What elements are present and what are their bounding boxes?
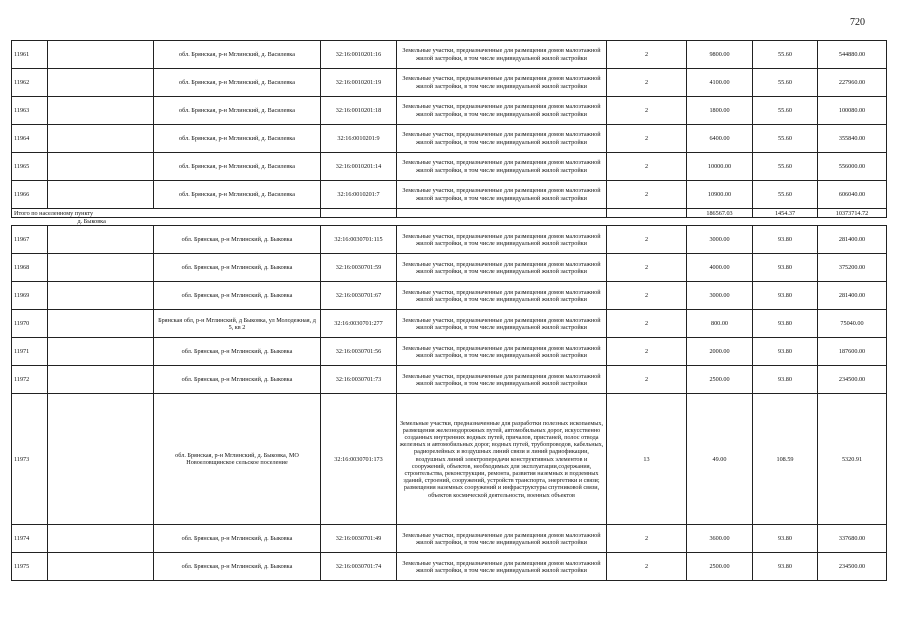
land-use-cell: Земельные участки, предназначенные для размещения домов малоэтажной жилой застройки, в том числе индивидуальной жилой застройки: [397, 366, 607, 394]
cost-cell: 281400.00: [818, 282, 887, 310]
empty-cell: [48, 310, 154, 338]
land-use-cell: Земельные участки, предназначенные для размещения домов малоэтажной жилой застройки, в том числе индивидуальной жилой застройки: [397, 226, 607, 254]
use-code-cell: 2: [607, 338, 687, 366]
empty-cell: [48, 525, 154, 553]
row-number: 11974: [12, 525, 48, 553]
row-number: 11972: [12, 366, 48, 394]
cadastral-number-cell: 32:16:0030701:59: [321, 254, 397, 282]
empty-cell: [48, 226, 154, 254]
locality-name: д. Быковка: [12, 218, 887, 226]
area-cell: 2000.00: [687, 338, 753, 366]
address-cell: обл. Брянская, р-н Мглинский, д. Быковка: [154, 553, 321, 581]
use-code-cell: 2: [607, 525, 687, 553]
price-cell: 93.80: [753, 338, 818, 366]
cadastral-number-cell: 32:16:0030701:74: [321, 553, 397, 581]
row-number: 11962: [12, 69, 48, 97]
cost-cell: 375200.00: [818, 254, 887, 282]
summary-cost: 10373714.72: [818, 209, 887, 218]
price-cell: 93.80: [753, 282, 818, 310]
cost-cell: 100080.00: [818, 97, 887, 125]
empty-cell: [48, 181, 154, 209]
cadastral-number-cell: 32:16:0010201:16: [321, 41, 397, 69]
price-cell: 55.60: [753, 181, 818, 209]
table-row: [12, 282, 887, 310]
row-number: 11970: [12, 310, 48, 338]
cadastral-number-cell: 32:16:0030701:115: [321, 226, 397, 254]
empty-cell: [48, 338, 154, 366]
table-row: [12, 525, 887, 553]
land-use-cell: Земельные участки, предназначенные для размещения домов малоэтажной жилой застройки, в том числе индивидуальной жилой застройки: [397, 125, 607, 153]
table-row: [12, 97, 887, 125]
table-row: [12, 366, 887, 394]
empty-cell: [48, 69, 154, 97]
cost-cell: 355840.00: [818, 125, 887, 153]
use-code-cell: 2: [607, 97, 687, 125]
area-cell: 49.00: [687, 394, 753, 525]
table-row: [12, 181, 887, 209]
empty-cell: [48, 553, 154, 581]
cost-cell: 234500.00: [818, 553, 887, 581]
area-cell: 800.00: [687, 310, 753, 338]
cost-cell: 75040.00: [818, 310, 887, 338]
row-number: 11963: [12, 97, 48, 125]
empty-cell: [607, 209, 687, 218]
table-row: [12, 125, 887, 153]
land-use-cell: Земельные участки, предназначенные для разработки полезных ископаемых, размещения железнодорожных путей, автомобильных дорог, искусственно созданных внутренних водных путей, причалов, пристаней, полос отвода железных и автомобильных дорог, водных путей, трубопроводов, кабельных, радиорелейных и воздушных линий связи и линий радиофикации, воздушных линий электропередачи конструктивных элементов и сооружений, объектов, необходимых для эксплуатации,содержания, строительства, реконструкции, ремонта, развития наземных и подземных зданий, строений, сооружений, устройств транспорта, энергетики и связи; размещения наземных сооружений и инфраструктуры спутниковой связи, объектов космической деятельности, военных объектов: [397, 394, 607, 525]
address-cell: обл. Брянская, р-н Мглинский, д. Быковка: [154, 338, 321, 366]
address-cell: обл. Брянская, р-н Мглинский, д. Василевка: [154, 97, 321, 125]
land-use-cell: Земельные участки, предназначенные для размещения домов малоэтажной жилой застройки, в том числе индивидуальной жилой застройки: [397, 525, 607, 553]
cadastral-number-cell: 32:16:0010201:19: [321, 69, 397, 97]
use-code-cell: 2: [607, 153, 687, 181]
address-cell: обл. Брянская, р-н Мглинский, д. Быковка, МО Новоеловщинское сельское поселение: [154, 394, 321, 525]
table-row: [12, 226, 887, 254]
empty-cell: [48, 97, 154, 125]
area-cell: 9800.00: [687, 41, 753, 69]
row-number: 11969: [12, 282, 48, 310]
cadastral-number-cell: 32:16:0010201:7: [321, 181, 397, 209]
use-code-cell: 13: [607, 394, 687, 525]
cadastral-number-cell: 32:16:0010201:14: [321, 153, 397, 181]
cost-cell: 337680.00: [818, 525, 887, 553]
summary-area: 186567.03: [687, 209, 753, 218]
price-cell: 55.60: [753, 153, 818, 181]
use-code-cell: 2: [607, 226, 687, 254]
address-cell: обл. Брянская, р-н Мглинский, д. Василевка: [154, 125, 321, 153]
summary-row: [12, 209, 887, 218]
table-row: [12, 153, 887, 181]
table-row: [12, 310, 887, 338]
price-cell: 55.60: [753, 41, 818, 69]
land-use-cell: Земельные участки, предназначенные для размещения домов малоэтажной жилой застройки, в том числе индивидуальной жилой застройки: [397, 181, 607, 209]
row-number: 11961: [12, 41, 48, 69]
cadastral-number-cell: 32:16:0010201:9: [321, 125, 397, 153]
empty-cell: [48, 125, 154, 153]
cost-cell: 227960.00: [818, 69, 887, 97]
table-row: [12, 338, 887, 366]
address-cell: обл. Брянская, р-н Мглинский, д. Василевка: [154, 69, 321, 97]
land-use-cell: Земельные участки, предназначенные для размещения домов малоэтажной жилой застройки, в том числе индивидуальной жилой застройки: [397, 553, 607, 581]
cadastral-number-cell: 32:16:0030701:277: [321, 310, 397, 338]
address-cell: обл. Брянская, р-н Мглинский, д. Быковка: [154, 525, 321, 553]
price-cell: 93.80: [753, 366, 818, 394]
table-row: [12, 254, 887, 282]
use-code-cell: 2: [607, 125, 687, 153]
address-cell: обл. Брянская, р-н Мглинский, д. Василевка: [154, 181, 321, 209]
price-cell: 93.80: [753, 525, 818, 553]
cadastral-number-cell: 32:16:0010201:18: [321, 97, 397, 125]
area-cell: 3600.00: [687, 525, 753, 553]
row-number: 11968: [12, 254, 48, 282]
table-row: [12, 553, 887, 581]
use-code-cell: 2: [607, 69, 687, 97]
land-register-table: [11, 40, 887, 581]
address-cell: обл. Брянская, р-н Мглинский, д. Быковка: [154, 254, 321, 282]
address-cell: Брянская обл, р-н Мглинский, д Быковка, ул Молодежная, д 5, кв 2: [154, 310, 321, 338]
area-cell: 10900.00: [687, 181, 753, 209]
address-cell: обл. Брянская, р-н Мглинский, д. Быковка: [154, 226, 321, 254]
area-cell: 3000.00: [687, 282, 753, 310]
empty-cell: [48, 254, 154, 282]
summary-price: 1454.37: [753, 209, 818, 218]
use-code-cell: 2: [607, 41, 687, 69]
locality-row: [12, 218, 887, 226]
price-cell: 93.80: [753, 254, 818, 282]
use-code-cell: 2: [607, 553, 687, 581]
cadastral-number-cell: 32:16:0030701:49: [321, 525, 397, 553]
empty-cell: [48, 282, 154, 310]
empty-cell: [48, 366, 154, 394]
empty-cell: [397, 209, 607, 218]
row-number: 11973: [12, 394, 48, 525]
empty-cell: [321, 209, 397, 218]
empty-cell: [48, 153, 154, 181]
land-use-cell: Земельные участки, предназначенные для размещения домов малоэтажной жилой застройки, в том числе индивидуальной жилой застройки: [397, 69, 607, 97]
land-use-cell: Земельные участки, предназначенные для размещения домов малоэтажной жилой застройки, в том числе индивидуальной жилой застройки: [397, 310, 607, 338]
use-code-cell: 2: [607, 282, 687, 310]
land-use-cell: Земельные участки, предназначенные для размещения домов малоэтажной жилой застройки, в том числе индивидуальной жилой застройки: [397, 153, 607, 181]
price-cell: 93.80: [753, 310, 818, 338]
row-number: 11965: [12, 153, 48, 181]
use-code-cell: 2: [607, 310, 687, 338]
use-code-cell: 2: [607, 366, 687, 394]
area-cell: 10000.00: [687, 153, 753, 181]
area-cell: 4100.00: [687, 69, 753, 97]
price-cell: 55.60: [753, 125, 818, 153]
row-number: 11964: [12, 125, 48, 153]
price-cell: 93.80: [753, 226, 818, 254]
cadastral-number-cell: 32:16:0030701:173: [321, 394, 397, 525]
price-cell: 55.60: [753, 97, 818, 125]
cost-cell: 606040.00: [818, 181, 887, 209]
address-cell: обл. Брянская, р-н Мглинский, д. Василевка: [154, 41, 321, 69]
empty-cell: [48, 41, 154, 69]
row-number: 11966: [12, 181, 48, 209]
land-use-cell: Земельные участки, предназначенные для размещения домов малоэтажной жилой застройки, в том числе индивидуальной жилой застройки: [397, 254, 607, 282]
cadastral-number-cell: 32:16:0030701:73: [321, 366, 397, 394]
row-number: 11971: [12, 338, 48, 366]
cost-cell: 544880.00: [818, 41, 887, 69]
area-cell: 2500.00: [687, 553, 753, 581]
land-use-cell: Земельные участки, предназначенные для размещения домов малоэтажной жилой застройки, в том числе индивидуальной жилой застройки: [397, 282, 607, 310]
cost-cell: 187600.00: [818, 338, 887, 366]
land-use-cell: Земельные участки, предназначенные для размещения домов малоэтажной жилой застройки, в том числе индивидуальной жилой застройки: [397, 41, 607, 69]
page-number: 720: [850, 17, 865, 28]
area-cell: 4000.00: [687, 254, 753, 282]
area-cell: 3000.00: [687, 226, 753, 254]
price-cell: 108.59: [753, 394, 818, 525]
price-cell: 55.60: [753, 69, 818, 97]
price-cell: 93.80: [753, 553, 818, 581]
land-use-cell: Земельные участки, предназначенные для размещения домов малоэтажной жилой застройки, в том числе индивидуальной жилой застройки: [397, 97, 607, 125]
use-code-cell: 2: [607, 254, 687, 282]
summary-label: Итого по населенному пункту: [12, 209, 321, 218]
table-row: [12, 41, 887, 69]
cost-cell: 234500.00: [818, 366, 887, 394]
cadastral-number-cell: 32:16:0030701:67: [321, 282, 397, 310]
row-number: 11967: [12, 226, 48, 254]
address-cell: обл. Брянская, р-н Мглинский, д. Быковка: [154, 282, 321, 310]
cadastral-number-cell: 32:16:0030701:56: [321, 338, 397, 366]
area-cell: 2500.00: [687, 366, 753, 394]
area-cell: 1800.00: [687, 97, 753, 125]
land-use-cell: Земельные участки, предназначенные для размещения домов малоэтажной жилой застройки, в том числе индивидуальной жилой застройки: [397, 338, 607, 366]
area-cell: 6400.00: [687, 125, 753, 153]
empty-cell: [48, 394, 154, 525]
address-cell: обл. Брянская, р-н Мглинский, д. Быковка: [154, 366, 321, 394]
table-row: [12, 394, 887, 525]
row-number: 11975: [12, 553, 48, 581]
table-row: [12, 69, 887, 97]
cost-cell: 556000.00: [818, 153, 887, 181]
address-cell: обл. Брянская, р-н Мглинский, д. Василевка: [154, 153, 321, 181]
use-code-cell: 2: [607, 181, 687, 209]
cost-cell: 281400.00: [818, 226, 887, 254]
cost-cell: 5320.91: [818, 394, 887, 525]
